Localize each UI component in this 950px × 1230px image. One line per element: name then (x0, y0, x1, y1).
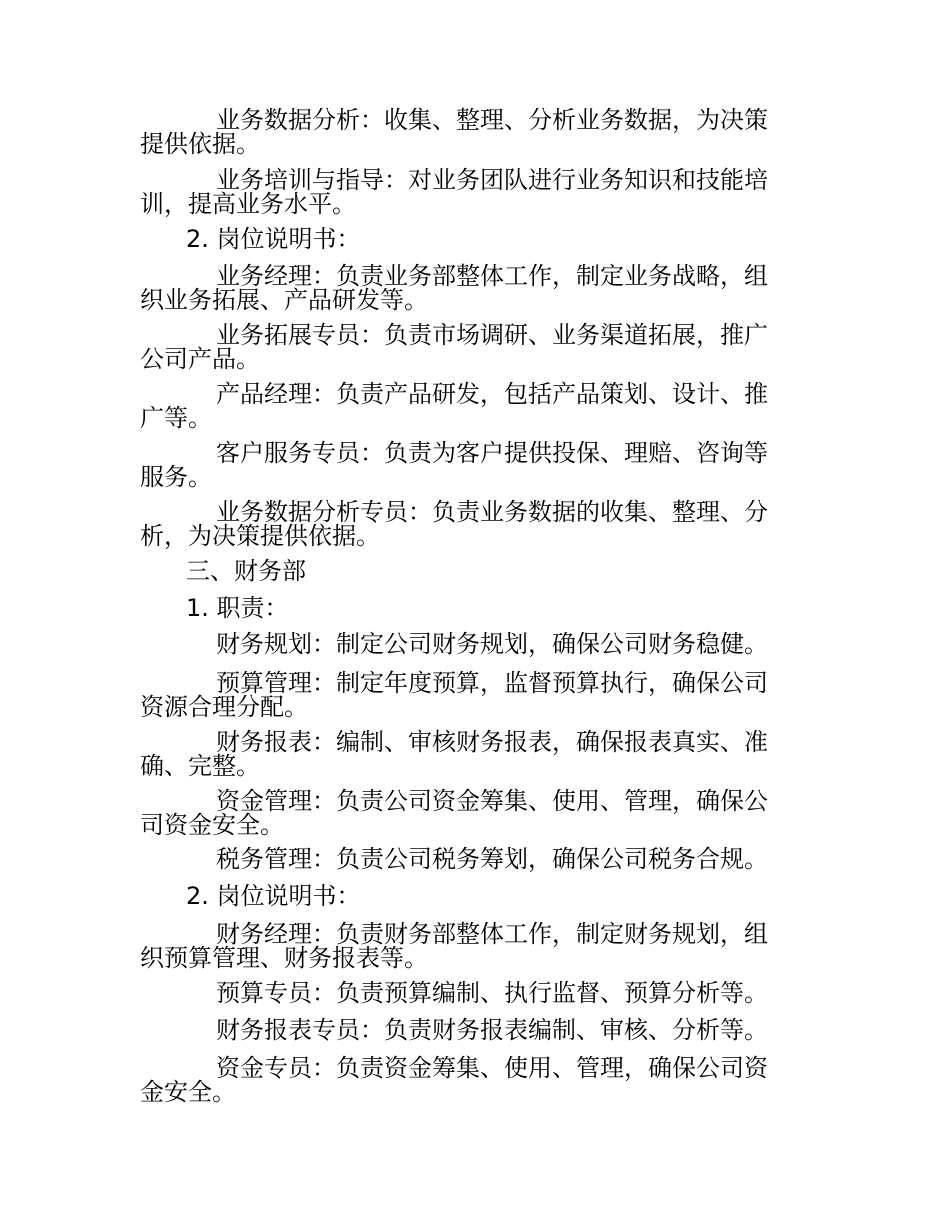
paragraph: 财务规划：制定公司财务规划，确保公司财务稳健。 (216, 630, 768, 658)
subheading: 2. 岗位说明书： (186, 225, 361, 253)
paragraph: 税务管理：负责公司税务筹划，确保公司税务合规。 (216, 845, 768, 873)
paragraph: 业务经理：负责业务部整体工作，制定业务战略，组织业务拓展、产品研发等。 (140, 262, 768, 314)
paragraph: 业务数据分析专员：负责业务数据的收集、整理、分析，为决策提供依据。 (140, 498, 768, 550)
paragraph: 财务经理：负责财务部整体工作，制定财务规划，组织预算管理、财务报表等。 (140, 920, 768, 972)
paragraph: 预算管理：制定年度预算，监督预算执行，确保公司资源合理分配。 (140, 669, 768, 721)
subheading: 2. 岗位说明书： (186, 882, 361, 910)
paragraph: 资金专员：负责资金筹集、使用、管理，确保公司资金安全。 (140, 1054, 768, 1106)
paragraph: 财务报表：编制、审核财务报表，确保报表真实、准确、完整。 (140, 728, 768, 780)
subheading: 1. 职责： (186, 594, 289, 622)
paragraph: 客户服务专员：负责为客户提供投保、理赔、咨询等服务。 (140, 439, 768, 491)
paragraph: 业务培训与指导：对业务团队进行业务知识和技能培训，提高业务水平。 (140, 166, 768, 218)
paragraph: 资金管理：负责公司资金筹集、使用、管理，确保公司资金安全。 (140, 787, 768, 839)
paragraph: 业务拓展专员：负责市场调研、业务渠道拓展，推广公司产品。 (140, 321, 768, 373)
section-heading: 三、财务部 (186, 557, 306, 585)
paragraph: 业务数据分析：收集、整理、分析业务数据，为决策提供依据。 (140, 106, 768, 158)
paragraph: 财务报表专员：负责财务报表编制、审核、分析等。 (216, 1016, 768, 1044)
paragraph: 预算专员：负责预算编制、执行监督、预算分析等。 (216, 979, 768, 1007)
paragraph: 产品经理：负责产品研发，包括产品策划、设计、推广等。 (140, 380, 768, 432)
